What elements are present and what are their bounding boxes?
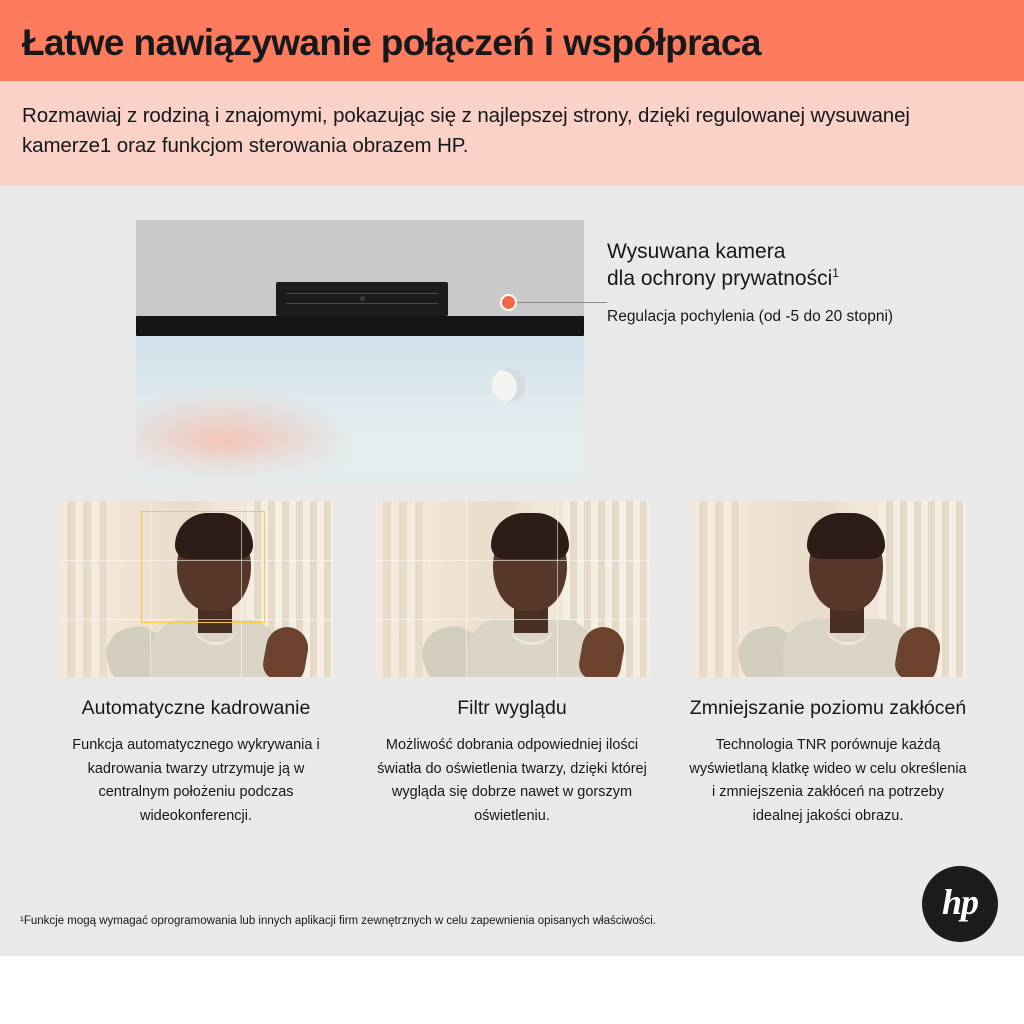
page-title: Łatwe nawiązywanie połączeń i współpraca	[22, 22, 761, 63]
callout-title-line2: dla ochrony prywatności	[607, 267, 833, 291]
monitor-bezel	[136, 316, 584, 336]
hp-logo-text: hp	[941, 881, 979, 922]
headline-banner	[0, 0, 1024, 81]
camera-lens-icon	[360, 296, 365, 301]
callout-block	[607, 238, 1007, 328]
face-detection-box	[141, 511, 265, 623]
feature-card	[675, 501, 981, 828]
callout-leader-line	[517, 302, 607, 304]
footnote-text: ¹Funkcje mogą wymagać oprogramowania lub innych aplikacji firm zewnętrznych w celu zapewnienia opisanych właściwości.	[20, 915, 656, 928]
pop-up-camera-icon	[276, 282, 448, 316]
callout-marker-dot	[500, 294, 517, 311]
camera-seam-line-2	[286, 303, 438, 304]
curtain-left	[691, 501, 741, 677]
feature-description: Funkcja automatycznego wykrywania i kadrowania twarzy utrzymuje ją w centralnym położeniu podczas wideokonferencji.	[72, 737, 320, 824]
callout-superscript: 1	[832, 266, 839, 281]
monitor-illustration	[136, 220, 584, 482]
feature-thumbnail	[691, 501, 965, 677]
feature-title: Filtr wyglądu	[457, 696, 567, 719]
feature-description: Technologia TNR porównuje każdą wyświetlaną klatkę wideo w celu określenia i zmniejszenia zakłóceń na potrzeby idealnej jakości obrazu.	[689, 737, 967, 824]
subheadline-text: Rozmawiaj z rodziną i znajomymi, pokazując się z najlepszej strony, dzięki regulowanej wysuwanej kamerze1 oraz funkcjom sterowania obrazem HP.	[22, 104, 910, 157]
feature-card	[43, 501, 349, 828]
feature-card-list	[0, 501, 1024, 828]
feature-title: Automatyczne kadrowanie	[81, 696, 311, 719]
subheadline-banner	[0, 81, 1024, 185]
feature-card	[359, 501, 665, 828]
feature-description: Możliwość dobrania odpowiedniej ilości światła do oświetlenia twarzy, dzięki której wygląda się dobrze nawet w gorszym oświetleniu.	[377, 737, 647, 824]
hp-logo	[922, 866, 998, 942]
callout-title-line1: Wysuwana kamera	[607, 239, 786, 263]
screen-horizon	[136, 440, 584, 482]
feature-title: Zmniejszanie poziomu zakłóceń	[689, 696, 967, 719]
framing-grid	[375, 501, 649, 677]
callout-subtitle: Regulacja pochylenia (od -5 do 20 stopni)	[607, 308, 894, 326]
content-area	[0, 186, 1024, 956]
callout-title	[607, 238, 1007, 293]
feature-thumbnail	[59, 501, 333, 677]
feature-thumbnail	[375, 501, 649, 677]
moon-icon	[492, 368, 526, 402]
camera-seam-line	[286, 293, 438, 294]
monitor-screen	[136, 336, 584, 482]
